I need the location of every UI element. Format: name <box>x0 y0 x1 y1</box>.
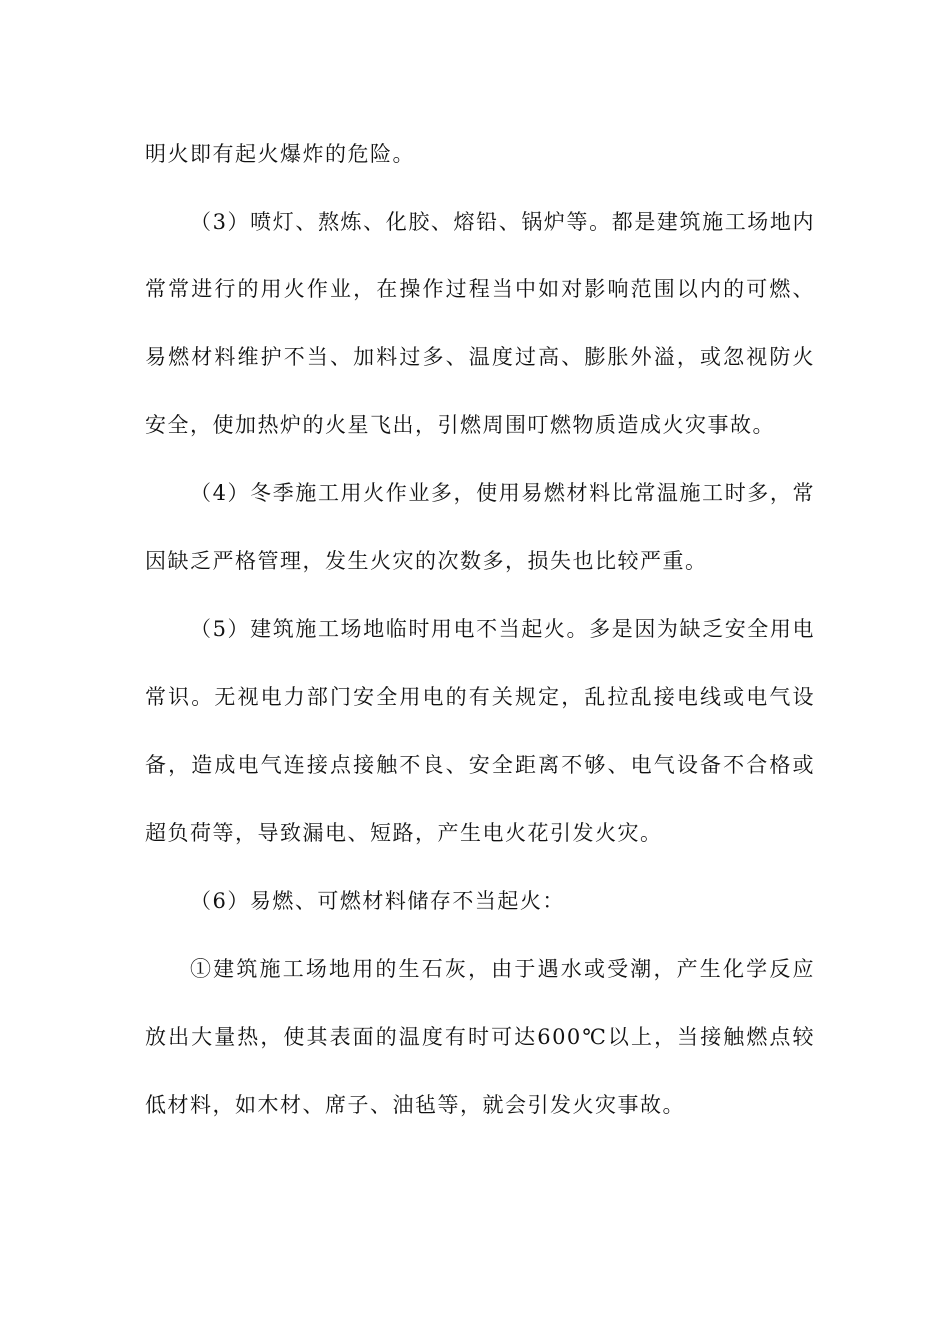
text-line-9: 常识。无视电力部门安全用电的有关规定，乱拉乱接电线或电气设 <box>145 685 815 709</box>
text-line-8: （5）建筑施工场地临时用电不当起火。多是因为缺乏安全用电 <box>190 617 815 641</box>
text-line-6: （4）冬季施工用火作业多，使用易燃材料比常温施工时多，常 <box>190 481 815 505</box>
text-line-12: （6）易燃、可燃材料储存不当起火： <box>190 889 565 913</box>
text-line-13: ①建筑施工场地用的生石灰，由于遇水或受潮，产生化学反应 <box>190 957 815 981</box>
text-line-4: 易燃材料维护不当、加料过多、温度过高、膨胀外溢，或忽视防火 <box>145 345 815 369</box>
text-line-11: 超负荷等，导致漏电、短路，产生电火花引发火灾。 <box>145 821 663 845</box>
text-line-7: 因缺乏严格管理，发生火灾的次数多，损失也比较严重。 <box>145 549 708 573</box>
text-line-14: 放出大量热，使其表面的温度有时可达600℃以上，当接触燃点较 <box>145 1025 815 1049</box>
text-line-1: 明火即有起火爆炸的危险。 <box>145 142 415 166</box>
text-line-15: 低材料，如木材、席子、油毡等，就会引发火灾事故。 <box>145 1093 685 1117</box>
text-line-3: 常常进行的用火作业，在操作过程当中如对影响范围以内的可燃、 <box>145 277 815 301</box>
text-line-10: 备，造成电气连接点接触不良、安全距离不够、电气设备不合格或 <box>145 753 815 777</box>
text-line-2: （3）喷灯、熬炼、化胶、熔铅、锅炉等。都是建筑施工场地内 <box>190 210 815 234</box>
text-line-5: 安全，使加热炉的火星飞出，引燃周围叮燃物质造成火灾事故。 <box>145 413 775 437</box>
